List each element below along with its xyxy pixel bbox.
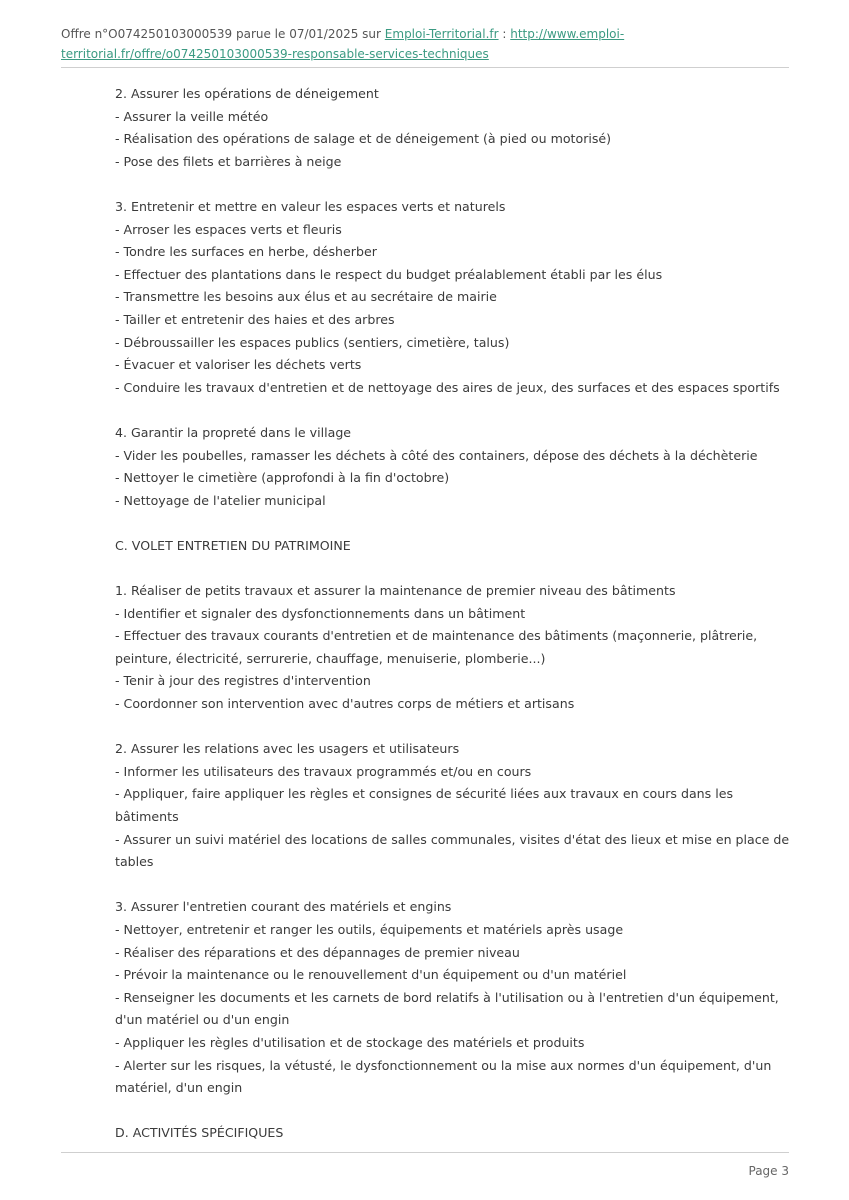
text-line: - Vider les poubelles, ramasser les déchets à côté des containers, dépose des déchets à la déchèterie [115,447,758,463]
text-line: - Effectuer des plantations dans le respect du budget préalablement établi par les élus [115,266,663,282]
text-line: - Assurer la veille météo [115,108,269,124]
text-line: 2. Assurer les opérations de déneigement [115,86,379,101]
text-line: C. VOLET ENTRETIEN DU PATRIMOINE [115,537,351,553]
text-line: 3. Entretenir et mettre en valeur les espaces verts et naturels [115,198,506,214]
blank-line [115,1100,791,1123]
text-line: D. ACTIVITÉS SPÉCIFIQUES [115,1125,284,1141]
text-line: - Identifier et signaler des dysfonctionnements dans un bâtiment [115,605,526,621]
text-line: - Nettoyer, entretenir et ranger les outils, équipements et matériels après usage [115,921,624,937]
text-line: - Appliquer les règles d'utilisation et de stockage des matériels et produits [115,1034,585,1050]
text-line: - Nettoyer le cimetière (approfondi à la fin d'octobre) [115,470,450,486]
text-line: - Prévoir la maintenance ou le renouvellement d'un équipement ou d'un matériel [115,967,627,983]
header-separator: : [498,27,511,41]
text-line: - Évacuer et valoriser les déchets verts [115,357,362,373]
text-line: - Conduire les travaux d'entretien et de nettoyage des aires de jeux, des surfaces et des espaces sportifs [115,379,780,395]
text-line: - Renseigner les documents et les carnets de bord relatifs à l'utilisation ou à l'entretien d'un équipement, d'un matériel ou d'un engin [115,989,779,1028]
footer-divider [61,1152,789,1153]
text-line: - Assurer un suivi matériel des locations de salles communales, visites d'état des lieux et mise en place de tables [115,831,790,870]
blank-line [115,173,791,196]
blank-line [115,874,791,897]
text-line: - Tenir à jour des registres d'intervention [115,673,371,689]
text-line: - Alerter sur les risques, la vétusté, le dysfonctionnement ou la mise aux normes d'un équipement, d'un matériel, d'un engin [115,1057,772,1096]
offer-url-link[interactable]: http://www.emploi-territorial.fr/offre/o074250103000539-responsable-services-techniques [61,27,625,61]
text-line: - Arroser les espaces verts et fleuris [115,221,342,237]
text-line: - Transmettre les besoins aux élus et au secrétaire de mairie [115,289,497,305]
text-line: - Pose des filets et barrières à neige [115,153,342,169]
text-line: - Coordonner son intervention avec d'autres corps de métiers et artisans [115,696,575,712]
text-line: - Informer les utilisateurs des travaux programmés et/ou en cours [115,763,532,779]
text-line: - Nettoyage de l'atelier municipal [115,492,326,508]
document-body [115,83,791,1145]
text-line: 2. Assurer les relations avec les usagers et utilisateurs [115,741,460,757]
text-line: - Appliquer, faire appliquer les règles et consignes de sécurité liées aux travaux en cours dans les bâtiments [115,786,734,824]
header-divider [61,67,789,68]
text-line: 1. Réaliser de petits travaux et assurer la maintenance de premier niveau des bâtiments [115,583,676,599]
text-line: 3. Assurer l'entretien courant des matériels et engins [115,899,452,915]
page-header [61,24,789,64]
page-number: Page 3 [748,1164,789,1178]
text-line: - Tailler et entretenir des haies et des arbres [115,311,395,327]
offer-reference-text: Offre n°O074250103000539 parue le 07/01/2025 sur [61,27,385,41]
text-line: - Réaliser des réparations et des dépannages de premier niveau [115,944,520,960]
site-link[interactable]: Emploi-Territorial.fr [384,27,499,41]
text-line: - Tondre les surfaces en herbe, désherber [115,244,377,260]
text-line: - Réalisation des opérations de salage et de déneigement (à pied ou motorisé) [115,131,612,147]
blank-line [115,399,791,422]
blank-line [115,716,791,739]
blank-line [115,557,791,580]
text-line: 4. Garantir la propreté dans le village [115,424,352,440]
text-line: - Débroussailler les espaces publics (sentiers, cimetière, talus) [115,334,510,350]
text-line: - Effectuer des travaux courants d'entretien et de maintenance des bâtiments (maçonnerie, plâtrerie, peinture, électricité, serrurerie, chauffage, menuiserie, plomberie...) [115,628,758,666]
blank-line [115,512,791,535]
